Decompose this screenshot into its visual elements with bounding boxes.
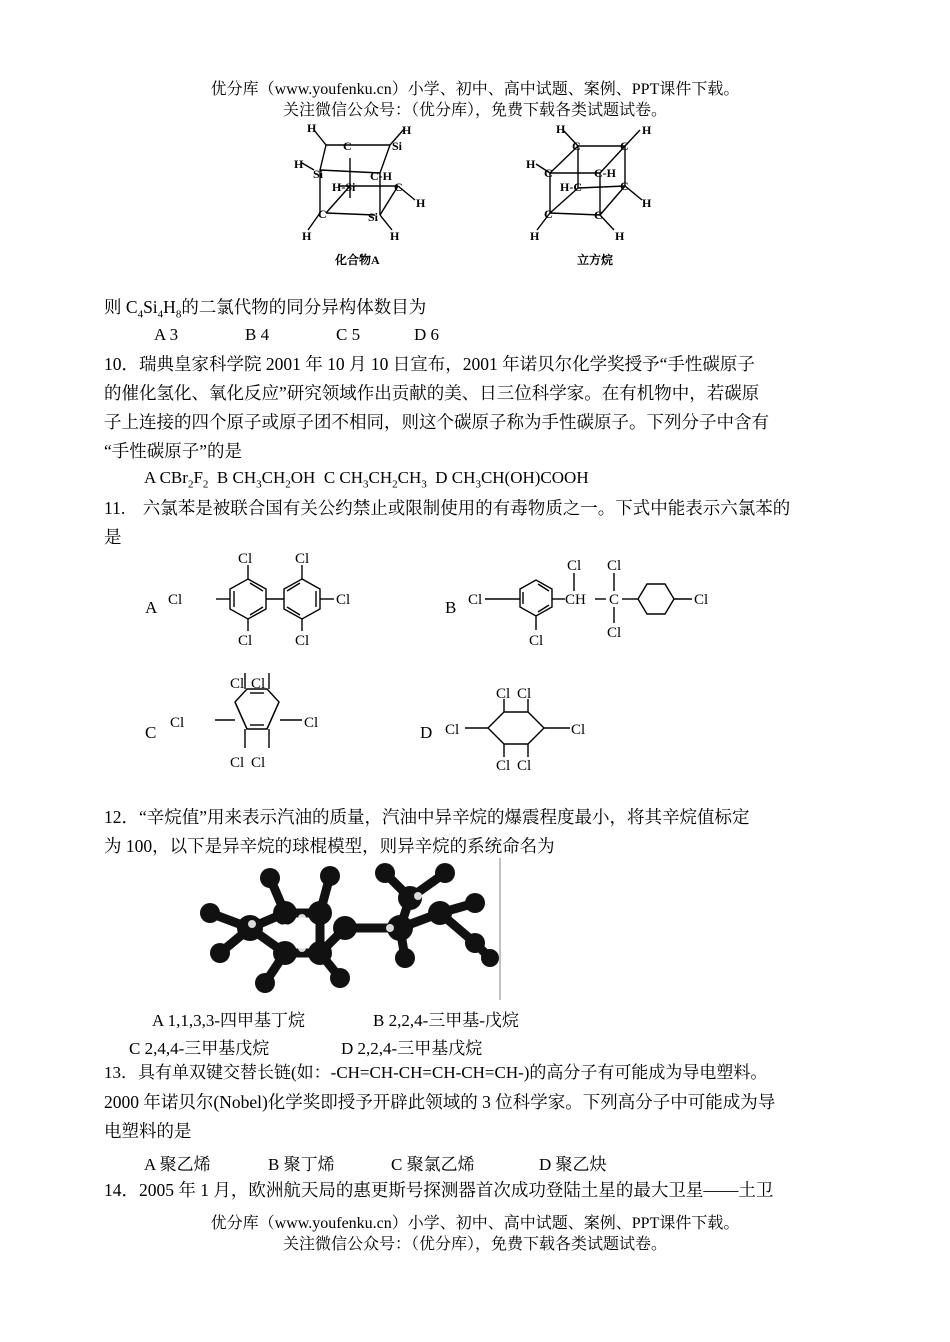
chlorine-label: Cl xyxy=(170,715,185,731)
q9-stem xyxy=(104,293,426,329)
q9-option-c: C 5 xyxy=(336,325,361,344)
atom-label: C-H xyxy=(370,169,392,183)
header-line-2: 关注微信公众号：（优分库），免费下载各类试题试卷。 xyxy=(282,102,667,119)
chlorine-label: Cl xyxy=(468,592,483,608)
q12-line-2: 为 100，以下是异辛烷的球棍模型，则异辛烷的系统命名为 xyxy=(104,836,555,856)
atom-label: H xyxy=(302,229,312,243)
q14-line-1: 14．2005 年 1 月，欧洲航天局的惠更斯号探测器首次成功登陆土星的最大卫星——土卫 xyxy=(104,1180,774,1200)
subscript: 2 xyxy=(202,478,209,491)
q10-option-b: CH xyxy=(261,468,286,487)
q11-label-a: A xyxy=(145,598,158,617)
structure-d xyxy=(465,699,570,757)
chlorine-label: Cl xyxy=(445,722,460,738)
structure-a xyxy=(216,565,334,631)
q9-option-a: A 3 xyxy=(154,325,179,344)
atom-label: C xyxy=(343,139,352,153)
atom-label: C xyxy=(318,207,327,221)
compound-a-caption: 化合物A xyxy=(335,253,380,267)
chlorine-label: Cl xyxy=(251,755,266,771)
ch-label: CH xyxy=(565,592,586,608)
atom-label: H xyxy=(642,196,652,210)
atom-label: H xyxy=(530,229,540,243)
q11-label-d: D xyxy=(420,723,433,742)
footer-line-1: 优分库（www.youfenku.cn）小学、初中、高中试题、案例、PPT课件下载。 xyxy=(210,1215,740,1232)
atom-label: H xyxy=(294,157,304,171)
q10-line-1: 10．瑞典皇家科学院 2001 年 10 月 10 日宣布，2001 年诺贝尔化学奖授予“手性碳原子 xyxy=(104,354,755,374)
atom-label: H xyxy=(307,121,317,135)
subscript: 4 xyxy=(157,308,164,321)
q10-option-c: CH xyxy=(368,468,393,487)
q13-option-c: C 聚氯乙烯 xyxy=(391,1155,475,1174)
q9-text: 则 C xyxy=(104,297,138,317)
atom-label: C xyxy=(620,139,629,153)
chlorine-label: Cl xyxy=(304,715,319,731)
q12-line-1: 12．“辛烷值”用来表示汽油的质量，汽油中异辛烷的爆震程度最小，将其辛烷值标定 xyxy=(104,807,750,827)
footer-line-2: 关注微信公众号：（优分库），免费下载各类试题试卷。 xyxy=(282,1236,667,1253)
chlorine-label: Cl xyxy=(496,758,511,774)
atom-label: Si xyxy=(392,139,403,153)
atom-label: H xyxy=(402,123,412,137)
q9-text: 的二氯代物的同分异构体数目为 xyxy=(181,297,427,317)
q12-option-d: D 2,2,4-三甲基戊烷 xyxy=(341,1039,483,1058)
chlorine-label: Cl xyxy=(238,633,253,649)
chlorine-label: Cl xyxy=(238,551,253,567)
q10-line-4: “手性碳原子”的是 xyxy=(104,441,243,461)
atom-label: C xyxy=(594,208,603,222)
q13-option-d: D 聚乙炔 xyxy=(539,1155,607,1174)
atom-label: Si xyxy=(368,210,379,224)
atom-label: C xyxy=(572,139,581,153)
chlorine-label: Cl xyxy=(230,676,245,692)
atom-label: C xyxy=(544,166,553,180)
subscript: 3 xyxy=(421,478,427,491)
chlorine-label: Cl xyxy=(496,686,511,702)
q13-line-2: 2000 年诺贝尔(Nobel)化学奖即授予开辟此领域的 3 位科学家。下列高分子中可能成为导 xyxy=(104,1092,776,1112)
chlorine-label: Cl xyxy=(517,758,532,774)
q13-option-a: A 聚乙烯 xyxy=(144,1155,211,1174)
chlorine-label: Cl xyxy=(251,676,266,692)
chlorine-label: Cl xyxy=(567,558,582,574)
subscript: 2 xyxy=(285,478,291,491)
atom-label: H xyxy=(615,229,625,243)
q13-line-3: 电塑料的是 xyxy=(104,1121,192,1141)
q10-option-d: D CH xyxy=(435,468,476,487)
q12-option-b: B 2,2,4-三甲基-戊烷 xyxy=(373,1011,519,1030)
subscript: 3 xyxy=(475,478,481,491)
atom-label: Si xyxy=(313,167,324,181)
atom-label: H xyxy=(416,196,426,210)
q11-line-2: 是 xyxy=(104,527,122,547)
subscript: 4 xyxy=(137,308,144,321)
chlorine-label: Cl xyxy=(571,722,586,738)
q10-option-b: OH xyxy=(290,468,316,487)
atom-label: C xyxy=(544,207,553,221)
atom-label: H xyxy=(556,122,566,136)
atom-label: H-Si xyxy=(332,180,356,194)
header-line-1: 优分库（www.youfenku.cn）小学、初中、高中试题、案例、PPT课件下载。 xyxy=(210,81,740,98)
chlorine-label: Cl xyxy=(607,558,622,574)
chlorine-label: Cl xyxy=(529,633,544,649)
chlorine-label: Cl xyxy=(168,592,183,608)
q10-option-b: B CH xyxy=(216,468,257,487)
atom-label: H xyxy=(526,157,536,171)
q13-line-1: 13．具有单双键交替长链(如：-CH=CH-CH=CH-CH=CH-)的高分子有可能成为导电塑料。 xyxy=(104,1063,768,1082)
subscript: 3 xyxy=(363,478,369,491)
chlorine-label: Cl xyxy=(230,755,245,771)
carbon-label: C xyxy=(609,592,620,608)
q11-label-b: B xyxy=(445,598,457,617)
atom-label: C xyxy=(394,180,403,194)
chlorine-label: Cl xyxy=(295,633,310,649)
structure-b xyxy=(485,573,692,630)
chlorine-label: Cl xyxy=(295,551,310,567)
chlorine-label: Cl xyxy=(336,592,351,608)
q10-option-c: C CH xyxy=(323,468,364,487)
q11-line-1: 11. 六氯苯是被联合国有关公约禁止或限制使用的有毒物质之一。下式中能表示六氯苯的 xyxy=(104,498,791,518)
atom-label: C xyxy=(620,179,629,193)
subscript: 8 xyxy=(175,308,182,321)
subscript: 2 xyxy=(187,478,194,491)
q9-option-b: B 4 xyxy=(245,325,270,344)
subscript: 3 xyxy=(256,478,262,491)
q12-option-c: C 2,4,4-三甲基戊烷 xyxy=(129,1039,270,1058)
q10-options xyxy=(144,468,589,490)
chlorine-label: Cl xyxy=(517,686,532,702)
chlorine-label: Cl xyxy=(694,592,709,608)
q10-option-c: CH xyxy=(397,468,422,487)
q9-text: H xyxy=(163,297,176,317)
atom-label: C-H xyxy=(594,166,616,180)
q10-option-a: A CBr xyxy=(144,468,188,487)
q13-option-b: B 聚丁烯 xyxy=(268,1155,335,1174)
cubane-caption: 立方烷 xyxy=(577,253,614,267)
q9-text: Si xyxy=(143,297,158,317)
subscript: 2 xyxy=(392,478,398,491)
q10-option-d: CH(OH)COOH xyxy=(480,468,589,487)
isooctane-ball-and-stick-model xyxy=(190,858,505,1003)
atom-label: H xyxy=(390,229,400,243)
atom-label: H-C xyxy=(560,180,582,194)
q9-option-d: D 6 xyxy=(414,325,440,344)
q10-line-3: 子上连接的四个原子或原子团不相同，则这个碳原子称为手性碳原子。下列分子中含有 xyxy=(104,412,769,432)
q10-line-2: 的催化氢化、氧化反应”研究领域作出贡献的美、日三位科学家。在有机物中，若碳原 xyxy=(104,383,760,403)
figure-compound-a-and-cubane xyxy=(280,118,680,273)
atom-label: H xyxy=(642,123,652,137)
q12-option-a: A 1,1,3,3-四甲基丁烷 xyxy=(152,1011,305,1030)
chlorine-label: Cl xyxy=(607,625,622,641)
q11-label-c: C xyxy=(145,723,157,742)
q11-structures xyxy=(140,545,740,775)
q10-option-a: F xyxy=(193,468,203,487)
